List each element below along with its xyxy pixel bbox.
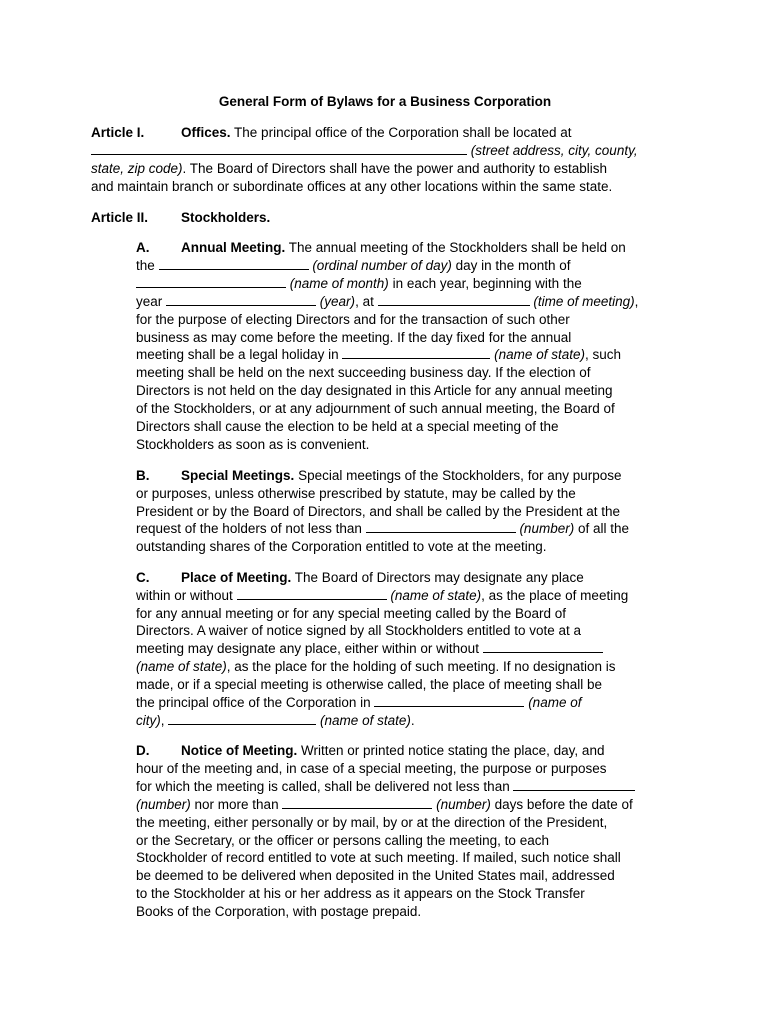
section-d-line-8: be deemed to be delivered when deposited in the United States mail, addressed <box>136 868 615 883</box>
section-a-text-2a: the <box>136 258 155 273</box>
month-hint: (name of month) <box>289 276 389 291</box>
place-state-hint: (name of state) <box>390 588 482 603</box>
section-a-letter: A. <box>136 240 150 255</box>
section-a-text-7b: , such <box>584 347 621 362</box>
section-c-text-8: the principal office of the Corporation in <box>136 695 371 710</box>
section-b-line-5: outstanding shares of the Corporation entitled to vote at the meeting. <box>136 539 547 554</box>
section-c-heading: Place of Meeting. <box>181 570 292 585</box>
section-c-line-8 <box>136 694 581 712</box>
section-a-line-5: for the purpose of electing Directors and for the transaction of such other <box>136 312 570 327</box>
section-b-line-1 <box>181 467 622 485</box>
time-hint: (time of meeting) <box>533 294 635 309</box>
waiver-state-blank[interactable] <box>483 640 603 653</box>
city-hint: (name of <box>528 695 582 710</box>
section-a-line-4 <box>136 293 638 311</box>
min-days-hint: (number) <box>136 797 191 812</box>
city-hint-cont: city) <box>136 713 161 728</box>
holders-number-blank[interactable] <box>366 520 516 533</box>
section-a-line-12: Stockholders as soon as is convenient. <box>136 437 370 452</box>
section-a-line-3 <box>136 275 582 293</box>
article-1-text-3: . The Board of Directors shall have the power and authority to establish <box>182 161 608 176</box>
section-a-line-7 <box>136 346 621 364</box>
section-d-line-10: Books of the Corporation, with postage prepaid. <box>136 904 422 919</box>
section-a-text-4a: year <box>136 294 163 309</box>
section-d-line-1 <box>181 742 604 760</box>
article-1-text: The principal office of the Corporation shall be located at <box>234 125 572 140</box>
section-b-text-1: Special meetings of the Stockholders, for any purpose <box>298 468 622 483</box>
section-d-line-4 <box>136 796 633 814</box>
section-c-text-5: meeting may designate any place, either within or without <box>136 641 479 656</box>
section-b-text-4a: request of the holders of not less than <box>136 521 362 536</box>
article-1-label: Article I. <box>91 125 145 140</box>
section-c-text-9a: , <box>160 713 165 728</box>
min-days-blank[interactable] <box>513 778 635 791</box>
section-a-text-2b: day in the month of <box>455 258 571 273</box>
document-title: General Form of Bylaws for a Business Corporation <box>218 94 552 109</box>
article-2-label: Article II. <box>91 210 149 225</box>
article-1-line-2 <box>91 142 638 160</box>
section-c-line-9 <box>136 712 415 730</box>
holiday-state-hint: (name of state) <box>494 347 585 362</box>
section-c-text-2b: , as the place of meeting <box>481 588 629 603</box>
section-c-line-1 <box>181 569 584 587</box>
address-blank[interactable] <box>91 142 467 155</box>
section-d-line-2: hour of the meeting and, in case of a special meeting, the purpose or purposes <box>136 761 607 776</box>
section-b-letter: B. <box>136 468 150 483</box>
section-c-text-2a: within or without <box>136 588 233 603</box>
article-2-heading: Stockholders. <box>181 210 271 225</box>
waiver-state-hint: (name of state) <box>136 659 227 674</box>
section-a-line-10: of the Stockholders, or at any adjournment of such annual meeting, the Board of <box>136 401 615 416</box>
day-blank[interactable] <box>159 257 309 270</box>
year-hint: (year) <box>319 294 356 309</box>
article-1-heading: Offices. <box>181 125 231 140</box>
section-c-line-2 <box>136 587 628 605</box>
section-c-text-9b: . <box>410 713 415 728</box>
section-c-text-1: The Board of Directors may designate any place <box>294 570 584 585</box>
section-d-text-1: Written or printed notice stating the place, day, and <box>301 743 605 758</box>
section-a-text-7a: meeting shall be a legal holiday in <box>136 347 339 362</box>
section-d-text-3: for which the meeting is called, shall be delivered not less than <box>136 779 510 794</box>
section-d-heading: Notice of Meeting. <box>181 743 298 758</box>
section-b-line-3: President or by the Board of Directors, and shall be called by the President at the <box>136 504 621 519</box>
section-c-letter: C. <box>136 570 150 585</box>
section-a-line-11: Directors shall cause the election to be held at a special meeting of the <box>136 419 559 434</box>
section-c-line-6 <box>136 658 616 676</box>
section-c-line-7: made, or if a special meeting is otherwise called, the place of meeting shall be <box>136 677 603 692</box>
address-hint-cont: state, zip code) <box>91 161 183 176</box>
section-a-heading: Annual Meeting. <box>181 240 286 255</box>
section-b-heading: Special Meetings. <box>181 468 295 483</box>
section-c-line-5 <box>136 640 603 658</box>
section-d-text-4b: days before the date of <box>494 797 633 812</box>
section-a-line-2 <box>136 257 570 275</box>
section-d-line-3 <box>136 778 635 796</box>
section-c-text-6: , as the place for the holding of such meeting. If no designation is <box>226 659 616 674</box>
section-a-text-1: The annual meeting of the Stockholders shall be held on <box>288 240 626 255</box>
section-a-line-6: business as may come before the meeting. If the day fixed for the annual <box>136 330 572 345</box>
section-a-text-4b: , at <box>355 294 374 309</box>
office-state-hint: (name of state) <box>320 713 411 728</box>
address-hint: (street address, city, county, <box>470 143 638 158</box>
section-a-line-1 <box>181 239 626 257</box>
holders-number-hint: (number) <box>519 521 575 536</box>
section-d-text-4a: nor more than <box>194 797 279 812</box>
section-d-line-7: Stockholder of record entitled to vote at such meeting. If mailed, such notice shall <box>136 850 621 865</box>
article-1-line-3 <box>91 160 607 178</box>
section-d-letter: D. <box>136 743 150 758</box>
office-state-blank[interactable] <box>168 712 316 725</box>
section-b-line-2: or purposes, unless otherwise prescribed by statute, may be called by the <box>136 486 576 501</box>
holiday-state-blank[interactable] <box>342 346 490 359</box>
section-c-line-4: Directors. A waiver of notice signed by all Stockholders entitled to vote at a <box>136 623 581 638</box>
place-state-blank[interactable] <box>237 587 387 600</box>
time-blank[interactable] <box>378 293 530 306</box>
section-d-line-9: to the Stockholder at his or her address as it appears on the Stock Transfer <box>136 886 585 901</box>
section-c-line-3: for any annual meeting or for any special meeting called by the Board of <box>136 606 567 621</box>
year-blank[interactable] <box>166 293 316 306</box>
section-a-text-3: in each year, beginning with the <box>392 276 582 291</box>
month-blank[interactable] <box>136 275 286 288</box>
section-d-line-5: the meeting, either personally or by mail, by or at the direction of the President, <box>136 815 608 830</box>
section-d-line-6: or the Secretary, or the officer or persons calling the meeting, to each <box>136 833 549 848</box>
max-days-blank[interactable] <box>282 796 432 809</box>
day-hint: (ordinal number of day) <box>312 258 452 273</box>
article-1-line-4: and maintain branch or subordinate offices at any other locations within the same state. <box>91 179 613 194</box>
section-a-line-9: Directors is not held on the day designated in this Article for any annual meeting <box>136 383 613 398</box>
section-b-line-4 <box>136 520 629 538</box>
article-1-line-1 <box>181 124 572 142</box>
city-blank[interactable] <box>374 694 524 707</box>
section-b-text-4b: of all the <box>577 521 630 536</box>
section-a-line-8: meeting shall be held on the next succeeding business day. If the election of <box>136 365 591 380</box>
max-days-hint: (number) <box>436 797 491 812</box>
section-a-text-4c: , <box>634 294 639 309</box>
